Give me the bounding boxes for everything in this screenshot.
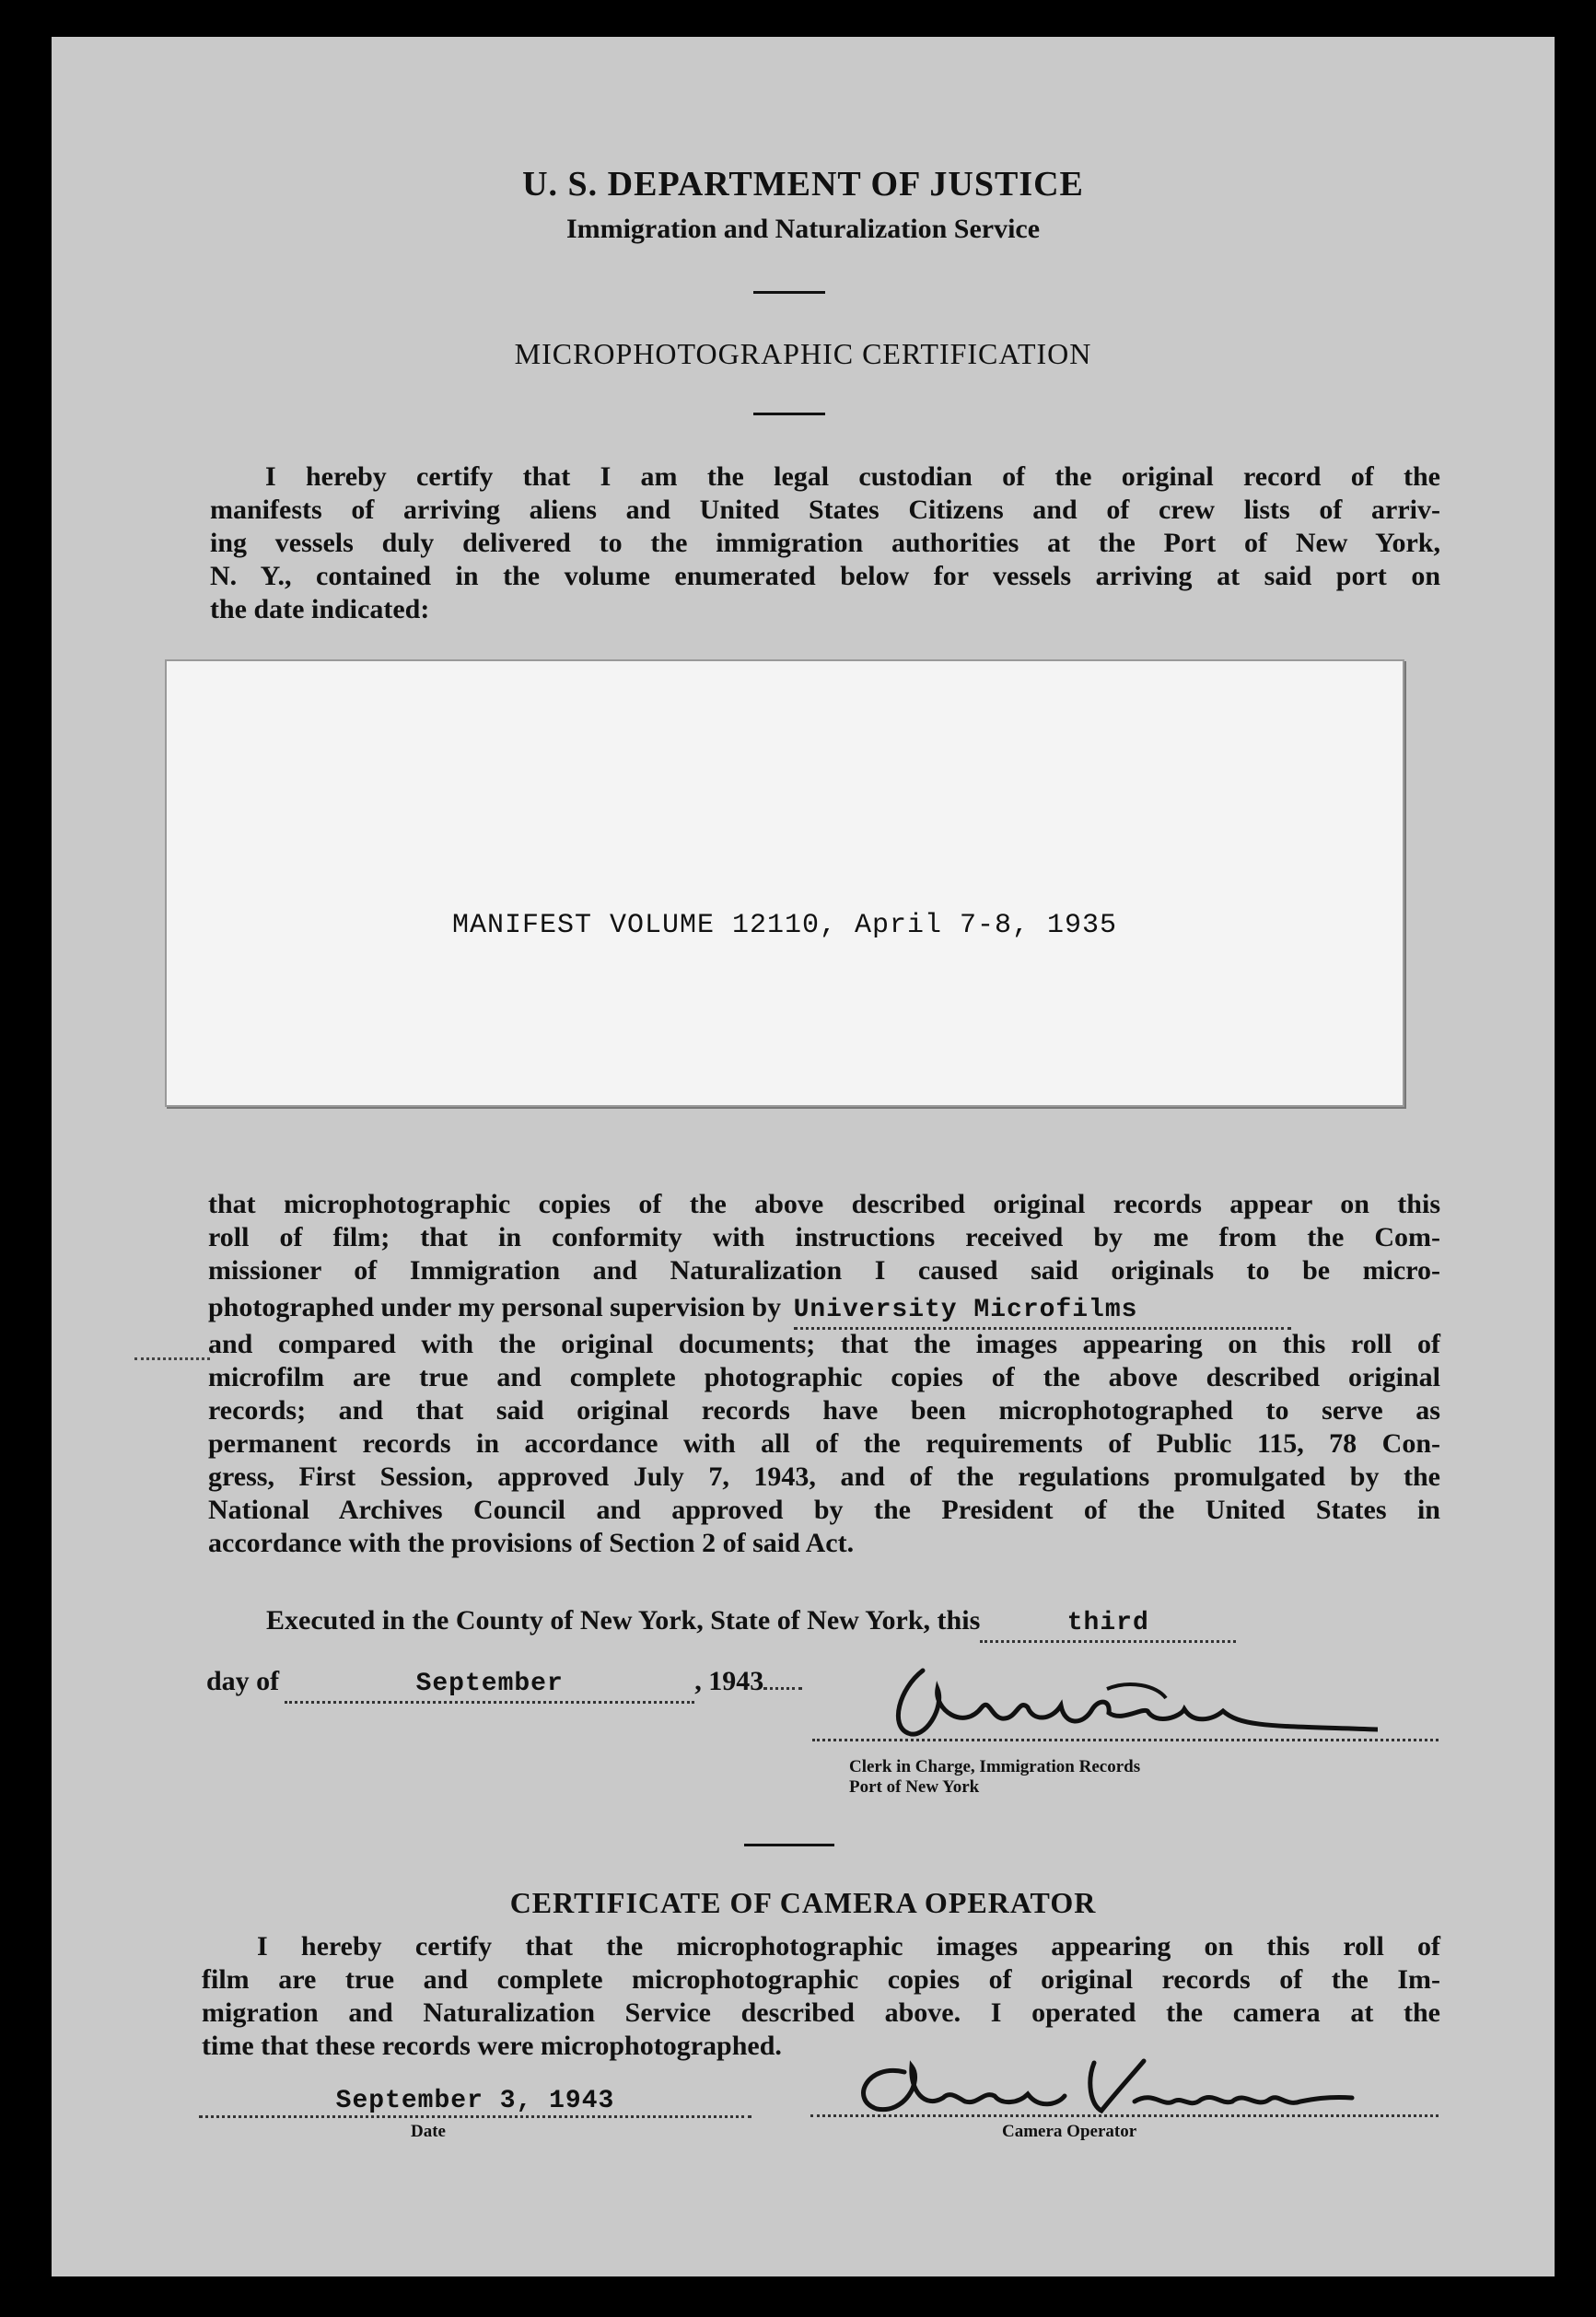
clerk-signature: [880, 1652, 1378, 1753]
body-line: accordance with the provisions of Section 2 of said Act.: [208, 1528, 855, 1558]
day-value: third: [1066, 1609, 1149, 1637]
document-subtitle: Immigration and Naturalization Service: [565, 214, 1041, 244]
body-line: permanent records in accordance with all of the requirements of Public 115, 78 Con-: [208, 1428, 1440, 1459]
intro-line: manifests of arriving aliens and United States Citizens and of crew lists of arriv-: [210, 495, 1440, 525]
divider-rule: [753, 413, 825, 415]
intro-line: N. Y., contained in the volume enumerated below for vessels arriving at said port on: [210, 561, 1440, 591]
month-field: [285, 1665, 694, 1704]
body-line: gress, First Session, approved July 7, 1943, and of the regulations promulgated by the: [208, 1461, 1440, 1492]
camera-operator-label: Camera Operator: [1002, 2122, 1137, 2141]
body-line: that microphotographic copies of the above described original records appear on this: [208, 1189, 1440, 1219]
supervision-prefix: photographed under my personal supervision by: [208, 1292, 782, 1322]
manifest-label: MANIFEST VOLUME 12110, April 7-8, 1935: [451, 910, 1118, 941]
supervision-field: [794, 1291, 1291, 1330]
supervision-line: [208, 1291, 1440, 1328]
supervision-name: University Microfilms: [793, 1296, 1138, 1324]
body-line: National Archives Council and approved by the President of the United States in: [208, 1495, 1440, 1525]
clerk-caption: [849, 1757, 1140, 1798]
document-title: U. S. DEPARTMENT OF JUSTICE: [522, 165, 1084, 204]
date-line: [206, 1665, 802, 1704]
camera-line: I hereby certify that the microphotographic images appearing on this roll of: [257, 1931, 1440, 1962]
intro-paragraph: [210, 460, 1440, 626]
camera-line: time that these records were microphotographed.: [202, 2031, 782, 2061]
clerk-office: Port of New York: [849, 1777, 980, 1797]
executed-line: [266, 1604, 1236, 1643]
camera-line: migration and Naturalization Service described above. I operated the camera at the: [202, 1997, 1440, 2028]
body-line: and compared with the original documents; that the images appearing on this roll of: [208, 1329, 1440, 1359]
certificate-page: [52, 37, 1555, 2276]
month-value: September: [415, 1670, 564, 1698]
divider-rule: [744, 1844, 834, 1846]
camera-date-field: [199, 2087, 751, 2118]
body-line: microfilm are true and complete photographic copies of the above described original: [208, 1362, 1440, 1392]
body-paragraph: [208, 1188, 1440, 1560]
day-field: [980, 1604, 1236, 1643]
intro-line: ing vessels duly delivered to the immigration authorities at the Port of New York,: [210, 528, 1440, 558]
camera-heading: CERTIFICATE OF CAMERA OPERATOR: [509, 1886, 1097, 1919]
camera-date-label: Date: [411, 2122, 446, 2141]
body-line: records; and that said original records have been microphotographed to serve as: [208, 1395, 1440, 1426]
manifest-box: [165, 659, 1404, 1107]
clerk-title: Clerk in Charge, Immigration Records: [849, 1757, 1141, 1776]
camera-line: film are true and complete microphotographic copies of original records of the Im-: [202, 1964, 1440, 1995]
intro-line: the date indicated:: [210, 594, 430, 624]
margin-dots: [134, 1357, 210, 1360]
body-line: missioner of Immigration and Naturalization I caused said originals to be micro-: [208, 1255, 1440, 1286]
camera-date-value: September 3, 1943: [335, 2087, 615, 2115]
operator-signature: [840, 2044, 1356, 2127]
year-dots: [763, 1687, 802, 1690]
intro-line: I hereby certify that I am the legal custodian of the original record of the: [265, 461, 1440, 492]
executed-prefix: Executed in the County of New York, State of New York, this: [266, 1605, 981, 1636]
day-of-label: day of: [206, 1666, 280, 1696]
body-line: roll of film; that in conformity with instructions received by me from the Com-: [208, 1222, 1440, 1252]
divider-rule: [753, 291, 825, 294]
year-value: , 1943: [694, 1666, 764, 1696]
camera-paragraph: [202, 1930, 1440, 2063]
certification-heading: MICROPHOTOGRAPHIC CERTIFICATION: [514, 337, 1092, 370]
